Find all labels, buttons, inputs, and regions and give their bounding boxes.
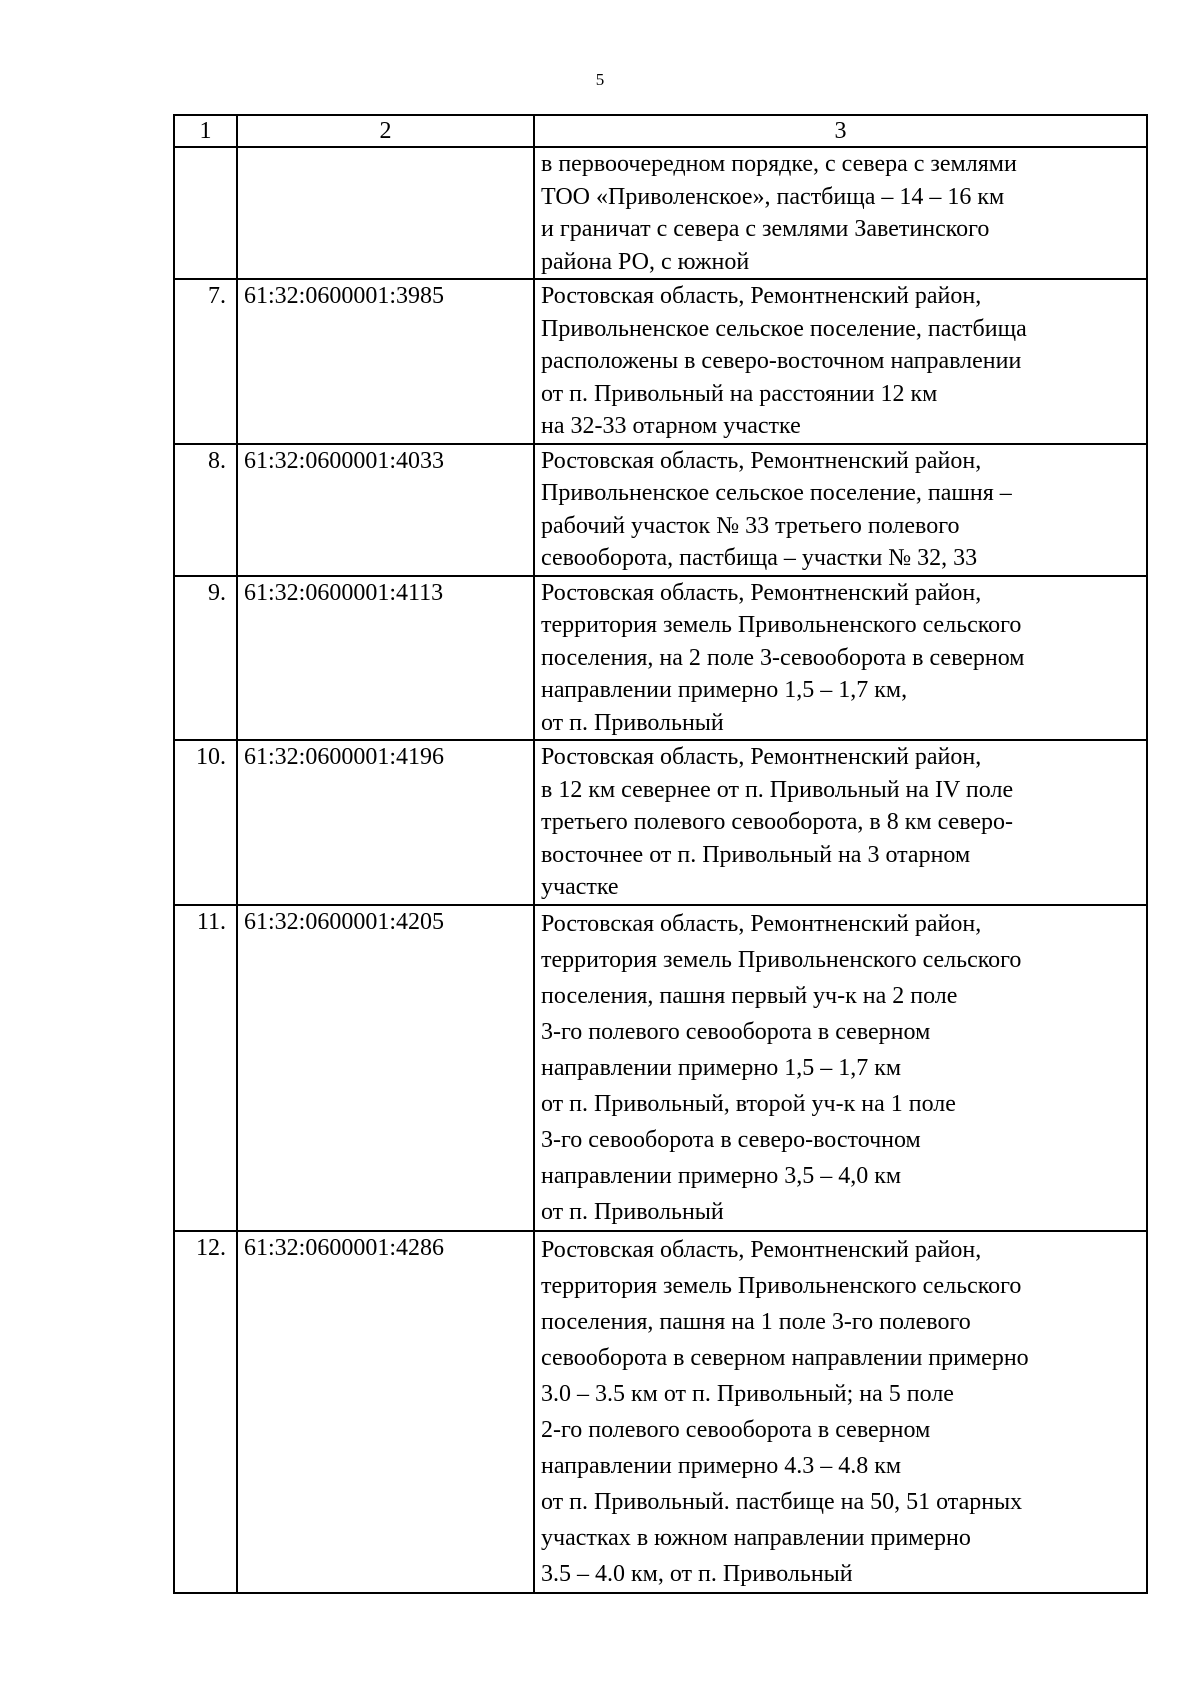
description-line: направлении примерно 1,5 – 1,7 км bbox=[541, 1054, 902, 1081]
description-line: ТОО «Приволенское», пастбища – 14 – 16 км bbox=[541, 183, 1005, 210]
column-header-3: 3 bbox=[534, 115, 1147, 147]
description-line: третьего полевого севооборота, в 8 км северо- bbox=[541, 809, 1014, 835]
description-line: участке bbox=[541, 874, 619, 900]
description-line: 2-го полевого севооборота в северном bbox=[541, 1416, 931, 1443]
description-line: территория земель Привольненского сельского bbox=[541, 612, 1022, 638]
description-line: поселения, пашня первый уч-к на 2 поле bbox=[541, 982, 958, 1009]
cadastral-number: 61:32:0600001:4033 bbox=[237, 444, 534, 576]
table-row bbox=[174, 279, 1147, 444]
land-plots-table bbox=[173, 114, 1148, 1594]
description-line: в первоочередном порядке, с севера с землями bbox=[541, 151, 1017, 177]
row-number: 7. bbox=[174, 279, 237, 444]
description-line: 3.0 – 3.5 км от п. Привольный; на 5 поле bbox=[541, 1380, 954, 1407]
location-description bbox=[534, 740, 1147, 905]
table-row bbox=[174, 444, 1147, 576]
description-line: поселения, пашня на 1 поле 3-го полевого bbox=[541, 1308, 971, 1335]
row-number: 9. bbox=[174, 576, 237, 741]
description-line: направлении примерно 3,5 – 4,0 км bbox=[541, 1162, 902, 1189]
table-header-row bbox=[174, 115, 1147, 147]
description-line: севооборота, пастбища – участки № 32, 33 bbox=[541, 545, 978, 571]
description-line: 3-го севооборота в северо-восточном bbox=[541, 1126, 921, 1153]
description-line: от п. Привольный bbox=[541, 709, 724, 736]
location-description bbox=[534, 147, 1147, 279]
description-line: расположены в северо-восточном направлении bbox=[541, 348, 1022, 374]
description-line: участках в южном направлении примерно bbox=[541, 1524, 971, 1551]
description-line: восточнее от п. Привольный на 3 отарном bbox=[541, 841, 971, 868]
description-line: 3.5 – 4.0 км, от п. Привольный bbox=[541, 1560, 853, 1587]
description-line: Привольненское сельское поселение, пашня – bbox=[541, 480, 1012, 506]
description-line: Ростовская область, Ремонтненский район, bbox=[541, 579, 982, 606]
description-line: в 12 км севернее от п. Привольный на IV поле bbox=[541, 776, 1014, 803]
description-line: Ростовская область, Ремонтненский район, bbox=[541, 1236, 982, 1263]
row-number: 12. bbox=[174, 1231, 237, 1593]
table-row bbox=[174, 905, 1147, 1231]
table-row bbox=[174, 576, 1147, 741]
cadastral-number: 61:32:0600001:4205 bbox=[237, 905, 534, 1231]
table-row bbox=[174, 740, 1147, 905]
row-number: 11. bbox=[174, 905, 237, 1231]
location-description bbox=[534, 576, 1147, 741]
description-line: территория земель Привольненского сельского bbox=[541, 1272, 1022, 1299]
row-number bbox=[174, 147, 237, 279]
description-line: от п. Привольный, второй уч-к на 1 поле bbox=[541, 1090, 956, 1117]
description-line: Ростовская область, Ремонтненский район, bbox=[541, 744, 982, 770]
table-row bbox=[174, 147, 1147, 279]
location-description bbox=[534, 905, 1147, 1231]
description-line: Ростовская область, Ремонтненский район, bbox=[541, 283, 982, 309]
description-line: рабочий участок № 33 третьего полевого bbox=[541, 512, 960, 539]
cadastral-number: 61:32:0600001:3985 bbox=[237, 279, 534, 444]
description-line: 3-го полевого севооборота в северном bbox=[541, 1018, 931, 1045]
cadastral-number: 61:32:0600001:4196 bbox=[237, 740, 534, 905]
description-line: Привольненское сельское поселение, пастбища bbox=[541, 315, 1027, 342]
description-line: Ростовская область, Ремонтненский район, bbox=[541, 910, 982, 937]
cadastral-number bbox=[237, 147, 534, 279]
cadastral-number: 61:32:0600001:4113 bbox=[237, 576, 534, 741]
description-line: направлении примерно 4.3 – 4.8 км bbox=[541, 1452, 902, 1479]
description-line: от п. Привольный bbox=[541, 1198, 724, 1225]
cadastral-number: 61:32:0600001:4286 bbox=[237, 1231, 534, 1593]
row-number: 8. bbox=[174, 444, 237, 576]
column-header-1: 1 bbox=[174, 115, 237, 147]
description-line: района РО, с южной bbox=[541, 248, 750, 275]
description-line: и граничат с севера с землями Заветинского bbox=[541, 216, 990, 242]
page-number: 5 bbox=[595, 70, 605, 89]
description-line: поселения, на 2 поле 3-севооборота в северном bbox=[541, 644, 1025, 671]
column-header-2: 2 bbox=[237, 115, 534, 147]
description-line: на 32-33 отарном участке bbox=[541, 413, 801, 439]
table-row bbox=[174, 1231, 1147, 1593]
location-description bbox=[534, 1231, 1147, 1593]
row-number: 10. bbox=[174, 740, 237, 905]
description-line: севооборота в северном направлении примерно bbox=[541, 1344, 1029, 1371]
description-line: территория земель Привольненского сельского bbox=[541, 946, 1022, 973]
location-description bbox=[534, 279, 1147, 444]
description-line: от п. Привольный на расстоянии 12 км bbox=[541, 380, 938, 407]
description-line: от п. Привольный. пастбище на 50, 51 отарных bbox=[541, 1488, 1023, 1515]
location-description bbox=[534, 444, 1147, 576]
description-line: направлении примерно 1,5 – 1,7 км, bbox=[541, 677, 908, 703]
description-line: Ростовская область, Ремонтненский район, bbox=[541, 447, 982, 474]
